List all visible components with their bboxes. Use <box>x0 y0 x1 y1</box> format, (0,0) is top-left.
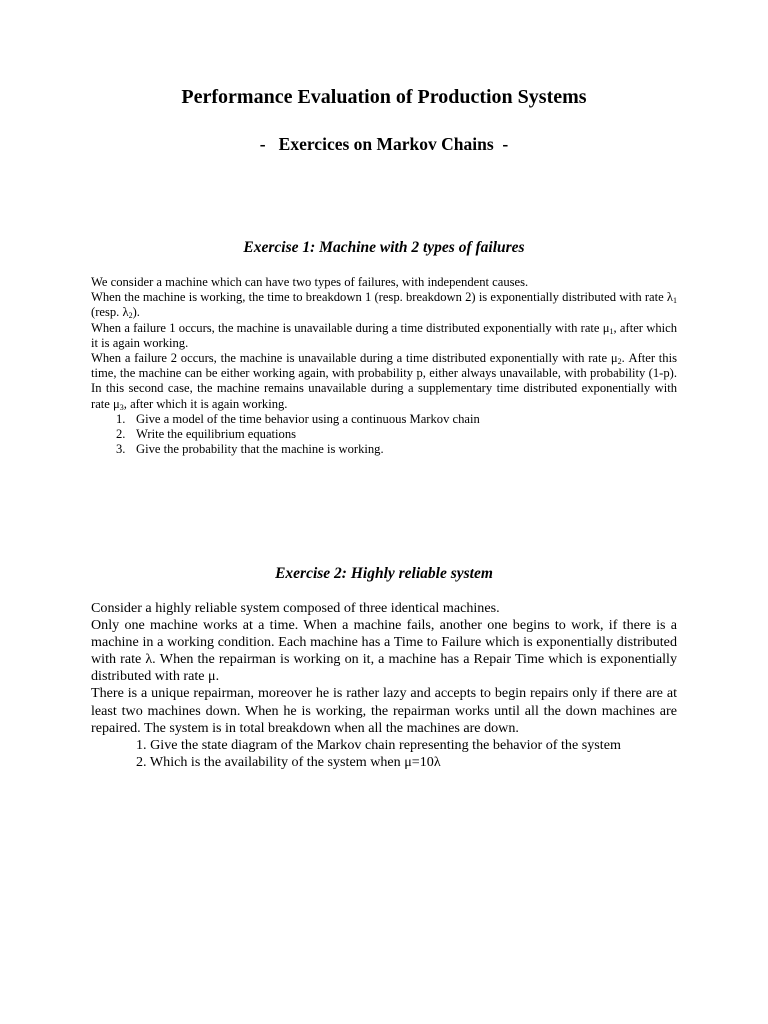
exercise-2-paragraph-1: Consider a highly reliable system composed of three identical machines. <box>91 600 500 616</box>
exercise-1-paragraph-4-text-c: , after which it is again working. <box>123 396 288 411</box>
exercise-1-paragraph-4-text-a: When a failure 2 occurs, the machine is unavailable during a time distributed exponentially with rate μ <box>91 351 618 366</box>
document-title: Performance Evaluation of Production Systems <box>181 86 587 108</box>
list-item-number: 3. <box>116 442 126 457</box>
list-item-number: 2. <box>116 427 126 442</box>
mu-subscript-3: 3 <box>119 402 124 412</box>
exercise-1-paragraph-2-text-b: (resp. λ <box>91 305 129 320</box>
document-subtitle: - Exercices on Markov Chains - <box>259 134 509 154</box>
list-item <box>91 442 677 457</box>
mu-subscript-1: 1 <box>609 326 614 336</box>
exercise-1-paragraph-4-text-b: . After this time, the machine can be either working again, with probability p, either always unavailable, with probability (1-p). In this second case, the machine remains unavailable during a supplementary time distributed exponentially with rate μ <box>91 351 677 411</box>
exercise-1-paragraph-3 <box>91 321 677 351</box>
list-item-text: Give the probability that the machine is working. <box>136 442 384 457</box>
list-item-text: Write the equilibrium equations <box>136 427 297 442</box>
exercise-2-heading: Exercise 2: Highly reliable system <box>275 565 493 582</box>
exercise-1-paragraph-3-text-b: , after which it is again working. <box>91 320 677 350</box>
list-item: 1. Give the state diagram of the Markov chain representing the behavior of the system <box>136 736 621 753</box>
exercise-2-question-list <box>91 737 677 771</box>
list-item: 2. Which is the availability of the system when μ=10λ <box>136 753 441 770</box>
exercise-2-body <box>91 600 677 771</box>
mu-subscript-2: 2 <box>617 357 622 367</box>
list-item-text: Give a model of the time behavior using a continuous Markov chain <box>136 411 480 426</box>
lambda-subscript-2: 2 <box>128 311 133 321</box>
exercise-2-paragraph-3: There is a unique repairman, moreover he is rather lazy and accepts to begin repairs only if there are at least two machines down. When he is working, the repairman works until all the down machines are repaired. The system is in total breakdown when all the machines are down. <box>91 685 677 736</box>
exercise-2-paragraph-2: Only one machine works at a time. When a machine fails, another one begins to work, if there is a machine in a working condition. Each machine has a Time to Failure which is exponentially distributed with rate λ. When the repairman is working on it, a machine has a Repair Time which is exponentially distributed with rate μ. <box>91 617 677 685</box>
exercise-1-question-list <box>91 412 677 458</box>
exercise-1-paragraph-4 <box>91 351 677 412</box>
exercise-1-paragraph-2 <box>91 290 677 320</box>
exercise-1-paragraph-2-text-c: ). <box>132 305 140 320</box>
lambda-subscript-1: 1 <box>673 296 677 306</box>
exercise-1-paragraph-2-text-a: When the machine is working, the time to breakdown 1 (resp. breakdown 2) is exponentially distributed with rate λ <box>91 290 673 305</box>
exercise-1-body <box>91 275 677 457</box>
list-item <box>91 427 677 442</box>
exercise-1-paragraph-1: We consider a machine which can have two types of failures, with independent causes. <box>91 275 529 289</box>
exercise-1-paragraph-3-text-a: When a failure 1 occurs, the machine is unavailable during a time distributed exponentially with rate μ <box>91 320 610 335</box>
list-item-number: 1. <box>116 411 126 426</box>
exercise-1-heading: Exercise 1: Machine with 2 types of failures <box>243 239 525 256</box>
list-item <box>91 412 677 427</box>
